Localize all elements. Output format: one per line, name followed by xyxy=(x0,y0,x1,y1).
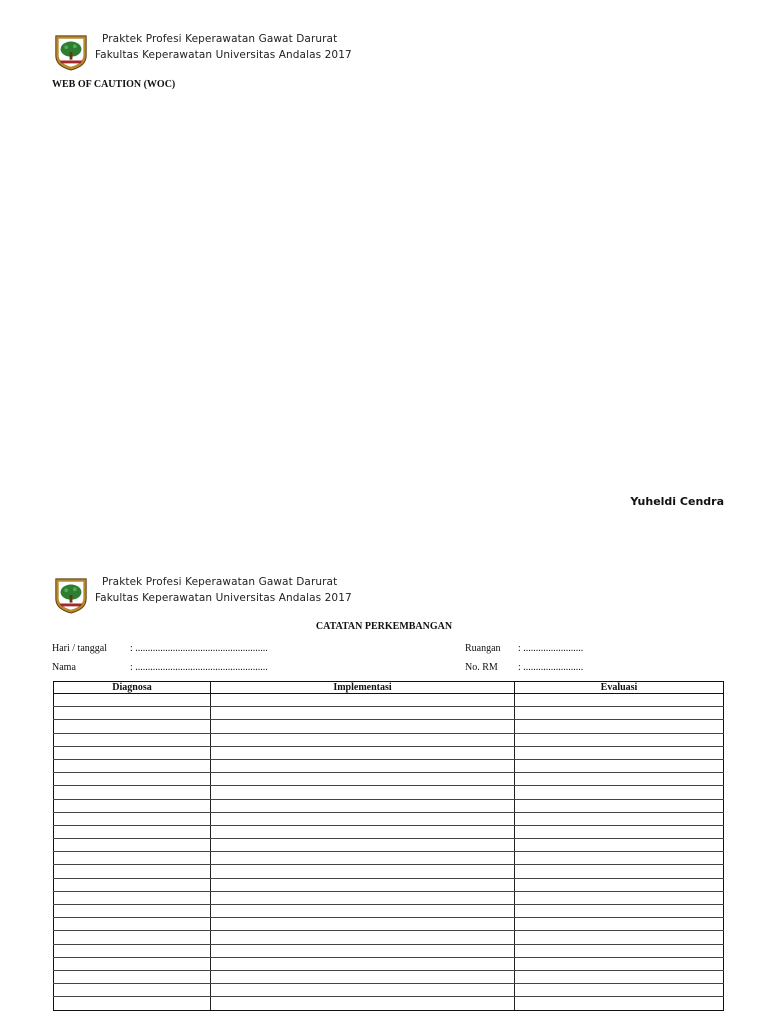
cell-evaluasi[interactable] xyxy=(515,720,724,733)
cell-evaluasi[interactable] xyxy=(515,799,724,812)
table-row xyxy=(54,733,724,746)
cell-evaluasi[interactable] xyxy=(515,970,724,983)
cell-diagnosa[interactable] xyxy=(54,773,211,786)
cell-implementasi[interactable] xyxy=(211,970,515,983)
woc-title: WEB OF CAUTION (WOC) xyxy=(52,79,176,90)
cell-diagnosa[interactable] xyxy=(54,707,211,720)
cell-diagnosa[interactable] xyxy=(54,865,211,878)
table-row xyxy=(54,746,724,759)
cell-diagnosa[interactable] xyxy=(54,931,211,944)
cell-evaluasi[interactable] xyxy=(515,852,724,865)
progress-note-title: CATATAN PERKEMBANGAN xyxy=(315,621,453,632)
cell-evaluasi[interactable] xyxy=(515,944,724,957)
cell-implementasi[interactable] xyxy=(211,799,515,812)
cell-diagnosa[interactable] xyxy=(54,905,211,918)
cell-implementasi[interactable] xyxy=(211,891,515,904)
author-name: Yuheldi Cendra xyxy=(630,495,724,508)
unand-seal-icon xyxy=(52,33,90,71)
cell-evaluasi[interactable] xyxy=(515,825,724,838)
table-row xyxy=(54,865,724,878)
table-body xyxy=(54,694,724,1011)
cell-implementasi[interactable] xyxy=(211,997,515,1010)
cell-diagnosa[interactable] xyxy=(54,918,211,931)
cell-implementasi[interactable] xyxy=(211,839,515,852)
cell-implementasi[interactable] xyxy=(211,918,515,931)
table-row xyxy=(54,773,724,786)
table-header-row xyxy=(54,682,724,694)
cell-evaluasi[interactable] xyxy=(515,746,724,759)
cell-implementasi[interactable] xyxy=(211,694,515,707)
cell-implementasi[interactable] xyxy=(211,812,515,825)
header-institution-line2: Fakultas Keperawatan Universitas Andalas 2017 xyxy=(95,592,352,604)
cell-evaluasi[interactable] xyxy=(515,984,724,997)
table-row xyxy=(54,694,724,707)
field-ruangan[interactable] xyxy=(465,643,605,657)
cell-diagnosa[interactable] xyxy=(54,839,211,852)
table-row xyxy=(54,825,724,838)
cell-evaluasi[interactable] xyxy=(515,707,724,720)
cell-evaluasi[interactable] xyxy=(515,759,724,772)
cell-evaluasi[interactable] xyxy=(515,865,724,878)
cell-diagnosa[interactable] xyxy=(54,799,211,812)
header-institution-line2: Fakultas Keperawatan Universitas Andalas 2017 xyxy=(95,49,352,61)
cell-implementasi[interactable] xyxy=(211,759,515,772)
table-row xyxy=(54,839,724,852)
field-label: Ruangan xyxy=(465,643,501,654)
cell-evaluasi[interactable] xyxy=(515,905,724,918)
column-header-diagnosa: Diagnosa xyxy=(54,682,211,694)
cell-diagnosa[interactable] xyxy=(54,997,211,1010)
cell-evaluasi[interactable] xyxy=(515,918,724,931)
university-logo xyxy=(52,576,90,614)
cell-implementasi[interactable] xyxy=(211,984,515,997)
table-row xyxy=(54,918,724,931)
cell-diagnosa[interactable] xyxy=(54,759,211,772)
cell-evaluasi[interactable] xyxy=(515,891,724,904)
cell-evaluasi[interactable] xyxy=(515,733,724,746)
field-label: Nama xyxy=(52,662,76,673)
table-row xyxy=(54,852,724,865)
cell-diagnosa[interactable] xyxy=(54,891,211,904)
cell-diagnosa[interactable] xyxy=(54,720,211,733)
cell-implementasi[interactable] xyxy=(211,878,515,891)
table-row xyxy=(54,720,724,733)
table-row xyxy=(54,957,724,970)
cell-diagnosa[interactable] xyxy=(54,984,211,997)
table-row xyxy=(54,905,724,918)
cell-diagnosa[interactable] xyxy=(54,957,211,970)
table-row xyxy=(54,786,724,799)
cell-evaluasi[interactable] xyxy=(515,812,724,825)
cell-diagnosa[interactable] xyxy=(54,733,211,746)
cell-implementasi[interactable] xyxy=(211,773,515,786)
table-row xyxy=(54,997,724,1010)
field-label: Hari / tanggal xyxy=(52,643,107,654)
table-row xyxy=(54,931,724,944)
field-nama[interactable] xyxy=(52,662,282,676)
field-blank: : ..................................................... xyxy=(130,662,268,673)
unand-seal-icon xyxy=(52,576,90,614)
cell-implementasi[interactable] xyxy=(211,786,515,799)
cell-evaluasi[interactable] xyxy=(515,997,724,1010)
cell-evaluasi[interactable] xyxy=(515,786,724,799)
cell-diagnosa[interactable] xyxy=(54,786,211,799)
field-no-rm[interactable] xyxy=(465,662,605,676)
field-blank: : ..................................................... xyxy=(130,643,268,654)
column-header-evaluasi: Evaluasi xyxy=(515,682,724,694)
cell-evaluasi[interactable] xyxy=(515,839,724,852)
university-logo xyxy=(52,33,90,71)
table-row xyxy=(54,970,724,983)
table-row xyxy=(54,812,724,825)
cell-implementasi[interactable] xyxy=(211,720,515,733)
cell-evaluasi[interactable] xyxy=(515,957,724,970)
header-institution-line1: Praktek Profesi Keperawatan Gawat Darurat xyxy=(102,576,338,588)
table-row xyxy=(54,944,724,957)
cell-evaluasi[interactable] xyxy=(515,878,724,891)
cell-implementasi[interactable] xyxy=(211,852,515,865)
cell-evaluasi[interactable] xyxy=(515,773,724,786)
cell-diagnosa[interactable] xyxy=(54,878,211,891)
cell-diagnosa[interactable] xyxy=(54,970,211,983)
cell-implementasi[interactable] xyxy=(211,931,515,944)
cell-diagnosa[interactable] xyxy=(54,852,211,865)
cell-evaluasi[interactable] xyxy=(515,931,724,944)
cell-implementasi[interactable] xyxy=(211,944,515,957)
progress-table xyxy=(53,681,724,1011)
field-hari-tanggal[interactable] xyxy=(52,643,282,657)
table-row xyxy=(54,799,724,812)
cell-diagnosa[interactable] xyxy=(54,746,211,759)
cell-diagnosa[interactable] xyxy=(54,825,211,838)
table-row xyxy=(54,891,724,904)
field-blank: : ........................ xyxy=(518,662,584,673)
header-institution-line1: Praktek Profesi Keperawatan Gawat Darurat xyxy=(102,33,338,45)
cell-implementasi[interactable] xyxy=(211,957,515,970)
cell-implementasi[interactable] xyxy=(211,707,515,720)
cell-implementasi[interactable] xyxy=(211,825,515,838)
field-label: No. RM xyxy=(465,662,498,673)
column-header-implementasi: Implementasi xyxy=(211,682,515,694)
field-blank: : ........................ xyxy=(518,643,584,654)
cell-implementasi[interactable] xyxy=(211,905,515,918)
cell-diagnosa[interactable] xyxy=(54,694,211,707)
cell-evaluasi[interactable] xyxy=(515,694,724,707)
cell-diagnosa[interactable] xyxy=(54,944,211,957)
cell-diagnosa[interactable] xyxy=(54,812,211,825)
cell-implementasi[interactable] xyxy=(211,865,515,878)
table-row xyxy=(54,878,724,891)
cell-implementasi[interactable] xyxy=(211,733,515,746)
cell-implementasi[interactable] xyxy=(211,746,515,759)
table-row xyxy=(54,707,724,720)
table-row xyxy=(54,759,724,772)
table-row xyxy=(54,984,724,997)
